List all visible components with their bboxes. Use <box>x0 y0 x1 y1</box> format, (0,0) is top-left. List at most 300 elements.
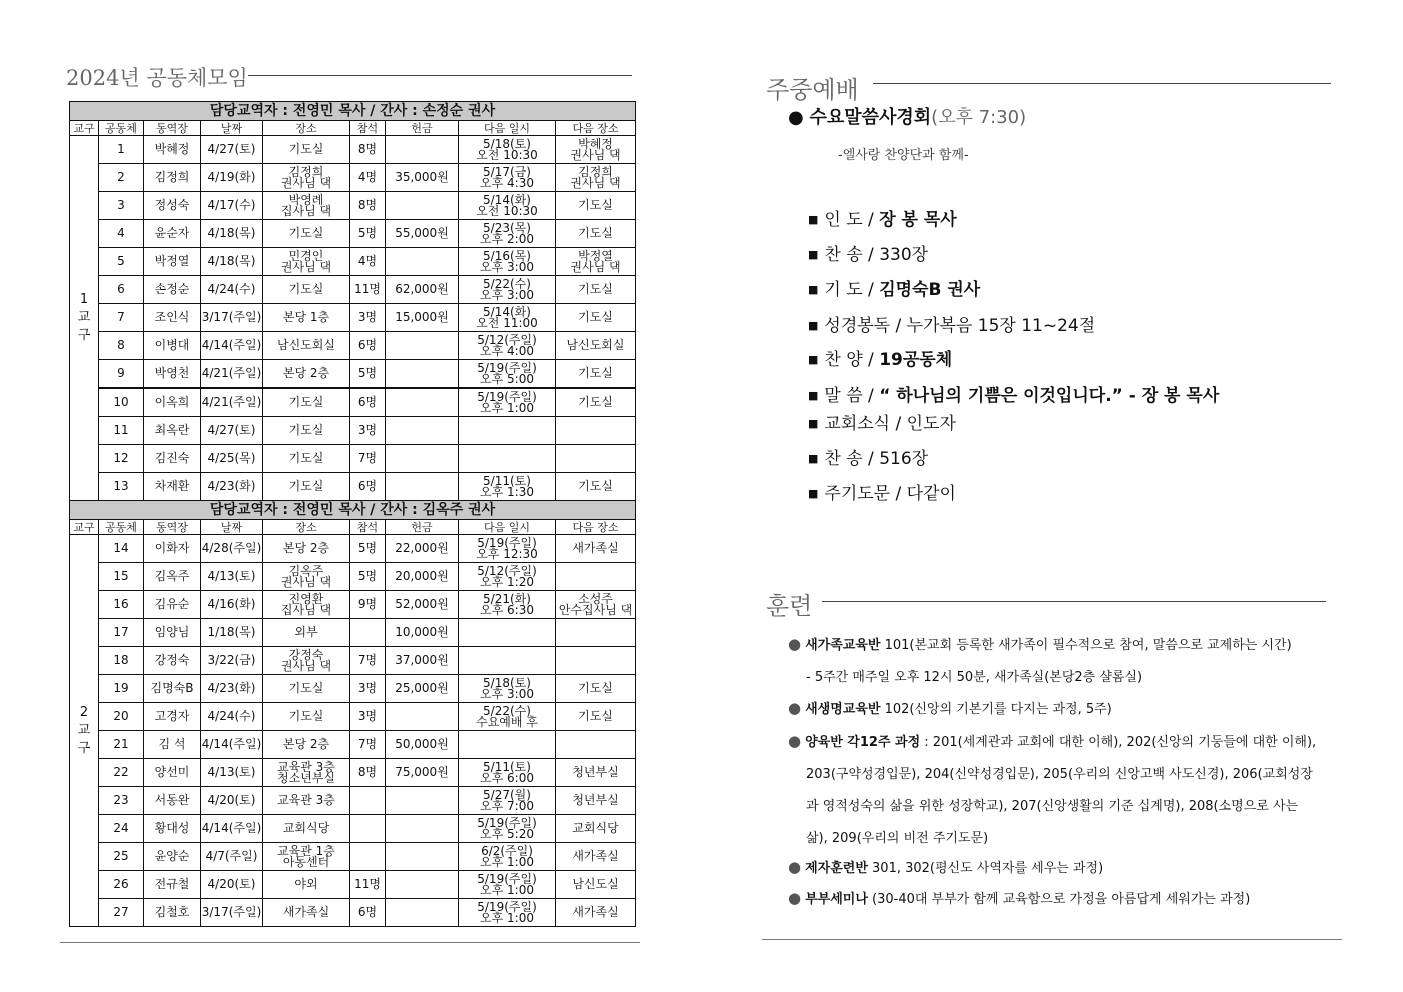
left-section-title: 2024년 공동체모임 <box>66 66 248 90</box>
next-datetime <box>459 192 556 220</box>
offering: 52,000원 <box>386 591 459 619</box>
column-header: 교구 <box>70 520 99 535</box>
offering <box>386 871 459 899</box>
leader-name: 고경자 <box>144 703 201 731</box>
community-number: 14 <box>99 535 144 563</box>
leader-name: 박정열 <box>144 248 201 276</box>
meeting-place-line: 진영환 <box>288 591 324 606</box>
meeting-place-line: 교육관 3층 <box>277 759 335 774</box>
offering <box>386 843 459 871</box>
table-row <box>70 220 636 248</box>
next-place: 남신도실 <box>556 871 636 899</box>
order-key: 주기도문 <box>824 484 891 504</box>
next-datetime-line: 오후 1:00 <box>480 882 534 897</box>
meeting-place-line: 민경인 <box>288 248 324 263</box>
table-row <box>70 675 636 703</box>
next-datetime-line: 오후 1:30 <box>480 484 534 499</box>
next-place <box>556 619 636 647</box>
offering <box>386 473 459 501</box>
community-number: 10 <box>99 388 144 417</box>
next-datetime <box>459 473 556 501</box>
meeting-date: 3/17(주일) <box>201 304 263 332</box>
meeting-place <box>263 164 350 192</box>
meeting-place-line: 권사님 댁 <box>280 574 332 589</box>
meeting-date: 3/22(금) <box>201 647 263 675</box>
table-row <box>70 445 636 473</box>
group-header: 담당교역자 : 전영민 목사 / 간사 : 김옥주 권사 <box>70 501 636 520</box>
circle-bullet-icon: ● <box>788 858 802 876</box>
table-row <box>70 164 636 192</box>
community-number: 1 <box>99 136 144 164</box>
next-datetime-line: 5/12(주일) <box>477 563 537 578</box>
gyogu-line: 2 <box>79 704 89 720</box>
leader-name: 윤양순 <box>144 843 201 871</box>
meeting-date: 4/14(주일) <box>201 731 263 759</box>
order-value: 장 봉 목사 <box>879 210 957 230</box>
next-datetime <box>459 304 556 332</box>
table-row <box>70 136 636 164</box>
group-header-row <box>70 501 636 520</box>
attendance <box>350 843 386 871</box>
attendance: 3명 <box>350 304 386 332</box>
offering: 75,000원 <box>386 759 459 787</box>
meeting-place: 본당 2층 <box>263 360 350 389</box>
attendance: 8명 <box>350 136 386 164</box>
square-bullet-icon: ■ <box>808 417 819 430</box>
attendance: 5명 <box>350 535 386 563</box>
meeting-place-line: 박영례 <box>288 192 324 207</box>
attendance: 6명 <box>350 332 386 360</box>
meeting-place-line: 강정숙 <box>288 647 324 662</box>
training-item <box>806 795 1298 814</box>
meeting-date: 4/24(수) <box>201 703 263 731</box>
service-order-item <box>808 479 956 504</box>
next-datetime <box>459 871 556 899</box>
circle-bullet-icon: ● <box>788 889 802 907</box>
order-key: 교회소식 <box>824 414 891 434</box>
service-order-item <box>808 444 928 469</box>
leader-name: 김명숙B <box>144 675 201 703</box>
offering <box>386 192 459 220</box>
wednesday-service-title <box>788 103 1026 129</box>
next-place: 교회식당 <box>556 815 636 843</box>
column-header: 장소 <box>263 520 350 535</box>
community-number: 26 <box>99 871 144 899</box>
order-value: 인도자 <box>906 414 956 434</box>
meeting-place: 야외 <box>263 871 350 899</box>
order-value: 330장 <box>879 245 929 265</box>
order-key: 인 도 <box>824 210 863 230</box>
next-datetime-line: 5/19(주일) <box>477 389 537 404</box>
next-datetime-line: 5/19(주일) <box>477 535 537 550</box>
community-number: 18 <box>99 647 144 675</box>
attendance: 5명 <box>350 360 386 389</box>
table-row <box>70 360 636 389</box>
order-key: 찬 송 <box>824 245 863 265</box>
order-separator: / <box>862 280 880 300</box>
leader-name: 서동완 <box>144 787 201 815</box>
meeting-place-line: 권사님 댁 <box>280 259 332 274</box>
community-number: 12 <box>99 445 144 473</box>
leader-name: 황대성 <box>144 815 201 843</box>
meeting-place <box>263 563 350 591</box>
offering <box>386 248 459 276</box>
wednesday-service-label: 수요말씀사경회 <box>809 107 932 128</box>
order-key: 기 도 <box>824 280 863 300</box>
training-desc: 301, 302(평신도 사역자를 세우는 과정) <box>867 861 1104 876</box>
next-place-line: 안수집사님 댁 <box>558 602 633 617</box>
column-header: 참석 <box>350 121 386 136</box>
training-item <box>806 827 988 846</box>
attendance: 9명 <box>350 591 386 619</box>
next-datetime <box>459 787 556 815</box>
leader-name: 김철호 <box>144 899 201 927</box>
community-number: 5 <box>99 248 144 276</box>
next-datetime-line: 5/19(주일) <box>477 815 537 830</box>
column-header: 다음 장소 <box>556 520 636 535</box>
next-datetime-line: 오후 4:00 <box>480 343 534 358</box>
wednesday-service-subtitle: -엘사랑 찬양단과 함께- <box>838 148 969 163</box>
next-datetime <box>459 445 556 473</box>
training-name: 양육반 각12주 과정 <box>805 735 921 750</box>
meeting-date: 4/13(토) <box>201 563 263 591</box>
next-datetime-line: 오후 3:00 <box>480 259 534 274</box>
attendance <box>350 815 386 843</box>
gyogu-cell <box>70 535 99 927</box>
meeting-date: 4/17(수) <box>201 192 263 220</box>
next-datetime-line: 오후 1:00 <box>480 854 534 869</box>
leader-name: 이화자 <box>144 535 201 563</box>
left-bottom-rule <box>60 942 640 943</box>
meeting-date: 3/17(주일) <box>201 899 263 927</box>
meeting-date: 4/27(토) <box>201 417 263 445</box>
next-datetime-line: 5/19(주일) <box>477 871 537 886</box>
column-header: 참석 <box>350 520 386 535</box>
column-header: 다음 일시 <box>459 121 556 136</box>
leader-name: 김옥주 <box>144 563 201 591</box>
table-row <box>70 787 636 815</box>
meeting-date: 4/20(토) <box>201 787 263 815</box>
meeting-date: 4/14(주일) <box>201 815 263 843</box>
meeting-place-line: 권사님 댁 <box>280 175 332 190</box>
meeting-place: 기도실 <box>263 276 350 304</box>
next-place: 기도실 <box>556 192 636 220</box>
table-row <box>70 703 636 731</box>
next-place <box>556 248 636 276</box>
offering <box>386 332 459 360</box>
meeting-place: 기도실 <box>263 675 350 703</box>
order-separator: / <box>890 414 907 434</box>
next-place <box>556 731 636 759</box>
table-row <box>70 417 636 445</box>
next-datetime-line: 5/22(수) <box>483 703 531 718</box>
attendance: 6명 <box>350 388 386 417</box>
gyogu-cell <box>70 136 99 501</box>
training-desc: (30-40대 부부가 함께 교육함으로 가정을 아름답게 세워가는 과정) <box>867 892 1251 907</box>
table-row <box>70 591 636 619</box>
meeting-place-line: 청소년부실 <box>277 770 335 785</box>
attendance: 5명 <box>350 220 386 248</box>
offering: 20,000원 <box>386 563 459 591</box>
leader-name: 차재환 <box>144 473 201 501</box>
next-datetime <box>459 563 556 591</box>
next-place-line: 박혜정 <box>578 136 613 151</box>
leader-name: 김 석 <box>144 731 201 759</box>
order-separator: / <box>890 316 907 336</box>
order-key: 성경봉독 <box>824 316 891 336</box>
next-datetime-line: 5/17(금) <box>483 164 531 179</box>
order-key: 찬 송 <box>824 449 863 469</box>
next-datetime <box>459 535 556 563</box>
meeting-place <box>263 759 350 787</box>
next-datetime <box>459 388 556 417</box>
next-datetime-line: 오후 3:00 <box>480 287 534 302</box>
offering: 22,000원 <box>386 535 459 563</box>
next-place: 새가족실 <box>556 899 636 927</box>
community-number: 4 <box>99 220 144 248</box>
leader-name: 최옥란 <box>144 417 201 445</box>
table-row <box>70 535 636 563</box>
meeting-place: 남신도회실 <box>263 332 350 360</box>
next-datetime-line: 오후 2:00 <box>480 231 534 246</box>
next-place: 남신도회실 <box>556 332 636 360</box>
attendance: 11명 <box>350 276 386 304</box>
order-value: 누가복음 15장 11~24절 <box>906 316 1096 336</box>
community-number: 16 <box>99 591 144 619</box>
offering <box>386 815 459 843</box>
next-datetime-line: 5/19(주일) <box>477 360 537 375</box>
meeting-date: 4/23(화) <box>201 473 263 501</box>
training-name: 부부세미나 <box>805 892 868 907</box>
table-row <box>70 899 636 927</box>
square-bullet-icon: ■ <box>808 248 819 261</box>
next-datetime-line: 5/19(주일) <box>477 899 537 914</box>
offering: 50,000원 <box>386 731 459 759</box>
bullet-icon: ● <box>788 107 804 128</box>
left-title-rule <box>248 75 632 76</box>
training-desc: 101(본교회 등록한 새가족이 필수적으로 참여, 말씀으로 교제하는 시간) <box>880 638 1292 653</box>
meeting-date: 4/23(화) <box>201 675 263 703</box>
meeting-date: 4/21(주일) <box>201 388 263 417</box>
next-datetime-line: 오후 5:00 <box>480 371 534 386</box>
gyogu-line: 교 <box>77 722 91 738</box>
offering: 62,000원 <box>386 276 459 304</box>
next-datetime-line: 수요예배 후 <box>476 714 538 729</box>
leader-name: 김진숙 <box>144 445 201 473</box>
square-bullet-icon: ■ <box>808 319 819 332</box>
next-datetime <box>459 703 556 731</box>
next-place: 기도실 <box>556 304 636 332</box>
training-item <box>806 763 1313 782</box>
training-desc: : 201(세계관과 교회에 대한 이해), 202(신앙의 기둥들에 대한 이해), <box>920 735 1317 750</box>
next-datetime <box>459 164 556 192</box>
meeting-date: 4/18(목) <box>201 248 263 276</box>
training-item <box>806 666 1142 685</box>
next-place: 기도실 <box>556 276 636 304</box>
offering <box>386 787 459 815</box>
square-bullet-icon: ■ <box>808 389 819 402</box>
next-datetime-line: 5/14(화) <box>483 192 531 207</box>
meeting-place-line: 집사님 댁 <box>280 602 332 617</box>
community-table <box>69 101 636 927</box>
next-datetime-line: 5/18(토) <box>483 136 531 151</box>
service-order-item <box>808 240 928 265</box>
next-datetime-line: 5/27(월) <box>483 787 531 802</box>
next-datetime-line: 5/22(수) <box>483 276 531 291</box>
offering <box>386 417 459 445</box>
next-place-line: 권사님 댁 <box>570 175 621 190</box>
meeting-date: 1/18(목) <box>201 619 263 647</box>
offering <box>386 445 459 473</box>
column-header: 다음 일시 <box>459 520 556 535</box>
offering <box>386 899 459 927</box>
training-item <box>788 698 1112 717</box>
circle-bullet-icon: ● <box>788 732 802 750</box>
training-item <box>788 857 1103 876</box>
group-header-row <box>70 102 636 121</box>
square-bullet-icon: ■ <box>808 452 819 465</box>
next-datetime-line: 5/12(주일) <box>477 332 537 347</box>
next-place: 새가족실 <box>556 843 636 871</box>
next-datetime-line: 오후 12:30 <box>476 546 538 561</box>
wednesday-service-time: (오후 7:30) <box>931 107 1027 128</box>
offering: 55,000원 <box>386 220 459 248</box>
meeting-place: 본당 1층 <box>263 304 350 332</box>
next-datetime-line: 오전 10:30 <box>476 147 538 162</box>
column-header: 날짜 <box>201 121 263 136</box>
next-datetime <box>459 360 556 389</box>
order-key: 말 씀 <box>824 386 863 406</box>
table-row <box>70 619 636 647</box>
attendance: 8명 <box>350 759 386 787</box>
column-header: 공동체 <box>99 121 144 136</box>
table-row <box>70 304 636 332</box>
attendance: 3명 <box>350 675 386 703</box>
next-datetime-line: 5/14(화) <box>483 304 531 319</box>
next-place: 기도실 <box>556 703 636 731</box>
column-header-row <box>70 520 636 535</box>
leader-name: 손정순 <box>144 276 201 304</box>
table-row <box>70 276 636 304</box>
next-datetime-line: 오후 4:30 <box>480 175 534 190</box>
training-name: 새생명교육반 <box>805 702 881 717</box>
leader-name: 이옥희 <box>144 388 201 417</box>
service-order-item <box>808 205 957 230</box>
next-place <box>556 136 636 164</box>
service-order-item <box>808 311 1095 336</box>
leader-name: 이병대 <box>144 332 201 360</box>
next-place <box>556 445 636 473</box>
meeting-place-line: 김정희 <box>288 164 324 179</box>
next-datetime <box>459 675 556 703</box>
community-number: 21 <box>99 731 144 759</box>
next-place <box>556 417 636 445</box>
training-name: 새가족교육반 <box>805 638 881 653</box>
next-place: 기도실 <box>556 220 636 248</box>
table-row <box>70 248 636 276</box>
community-number: 9 <box>99 360 144 389</box>
meeting-place-line: 아동센터 <box>282 854 330 869</box>
next-datetime-line: 5/16(목) <box>483 248 531 263</box>
order-separator: / <box>862 245 880 265</box>
training-desc: 삶), 209(우리의 비전 주기도문) <box>806 831 989 846</box>
meeting-place: 기도실 <box>263 703 350 731</box>
offering: 15,000원 <box>386 304 459 332</box>
leader-name: 정성숙 <box>144 192 201 220</box>
training-desc: 102(신앙의 기본기를 다지는 과정, 5주) <box>880 702 1112 717</box>
next-datetime <box>459 591 556 619</box>
next-datetime-line: 오전 10:30 <box>476 203 538 218</box>
next-datetime-line: 오후 3:00 <box>480 686 534 701</box>
column-header: 동역장 <box>144 121 201 136</box>
next-datetime <box>459 647 556 675</box>
attendance <box>350 787 386 815</box>
meeting-place: 기도실 <box>263 473 350 501</box>
next-datetime-line: 오후 6:30 <box>480 602 534 617</box>
column-header-row <box>70 121 636 136</box>
training-desc: 203(구약성경입문), 204(신약성경입문), 205(우리의 신앙고백 사도신경), 206(교회성장 <box>806 767 1313 782</box>
offering <box>386 703 459 731</box>
community-number: 17 <box>99 619 144 647</box>
next-place <box>556 591 636 619</box>
next-place-line: 김정희 <box>578 164 613 179</box>
weekday-title-rule <box>873 83 1331 84</box>
square-bullet-icon: ■ <box>808 213 819 226</box>
attendance: 3명 <box>350 703 386 731</box>
training-name: 제자훈련반 <box>805 861 868 876</box>
leader-name: 김정희 <box>144 164 201 192</box>
circle-bullet-icon: ● <box>788 699 802 717</box>
offering: 10,000원 <box>386 619 459 647</box>
meeting-place-line: 김옥주 <box>288 563 324 578</box>
next-datetime-line: 5/18(토) <box>483 675 531 690</box>
column-header: 헌금 <box>386 520 459 535</box>
order-value: 19공동체 <box>879 350 953 370</box>
column-header: 교구 <box>70 121 99 136</box>
next-place <box>556 563 636 591</box>
training-section-title: 훈련 <box>766 592 813 620</box>
meeting-date: 4/28(주일) <box>201 535 263 563</box>
group-header: 담당교역자 : 전영민 목사 / 간사 : 손정순 권사 <box>70 102 636 121</box>
offering <box>386 136 459 164</box>
gyogu-line: 구 <box>77 328 91 343</box>
table-row <box>70 563 636 591</box>
column-header: 동역장 <box>144 520 201 535</box>
order-value: “ 하나님의 기쁨은 이것입니다.” - 장 봉 목사 <box>879 386 1220 406</box>
next-place-line: 권사님 댁 <box>570 147 621 162</box>
meeting-date: 4/19(화) <box>201 164 263 192</box>
circle-bullet-icon: ● <box>788 635 802 653</box>
order-separator: / <box>890 484 907 504</box>
next-datetime <box>459 276 556 304</box>
service-order-item <box>808 409 956 434</box>
meeting-place-line: 권사님 댁 <box>280 658 332 673</box>
community-number: 6 <box>99 276 144 304</box>
table-row <box>70 192 636 220</box>
next-place <box>556 647 636 675</box>
next-place-line: 박정열 <box>578 248 613 263</box>
meeting-place <box>263 591 350 619</box>
meeting-place <box>263 843 350 871</box>
meeting-place: 기도실 <box>263 136 350 164</box>
meeting-date: 4/14(주일) <box>201 332 263 360</box>
leader-name: 박영천 <box>144 360 201 389</box>
service-order-item <box>808 275 980 300</box>
meeting-place: 교회식당 <box>263 815 350 843</box>
column-header: 날짜 <box>201 520 263 535</box>
next-place: 기도실 <box>556 360 636 389</box>
table-row <box>70 759 636 787</box>
